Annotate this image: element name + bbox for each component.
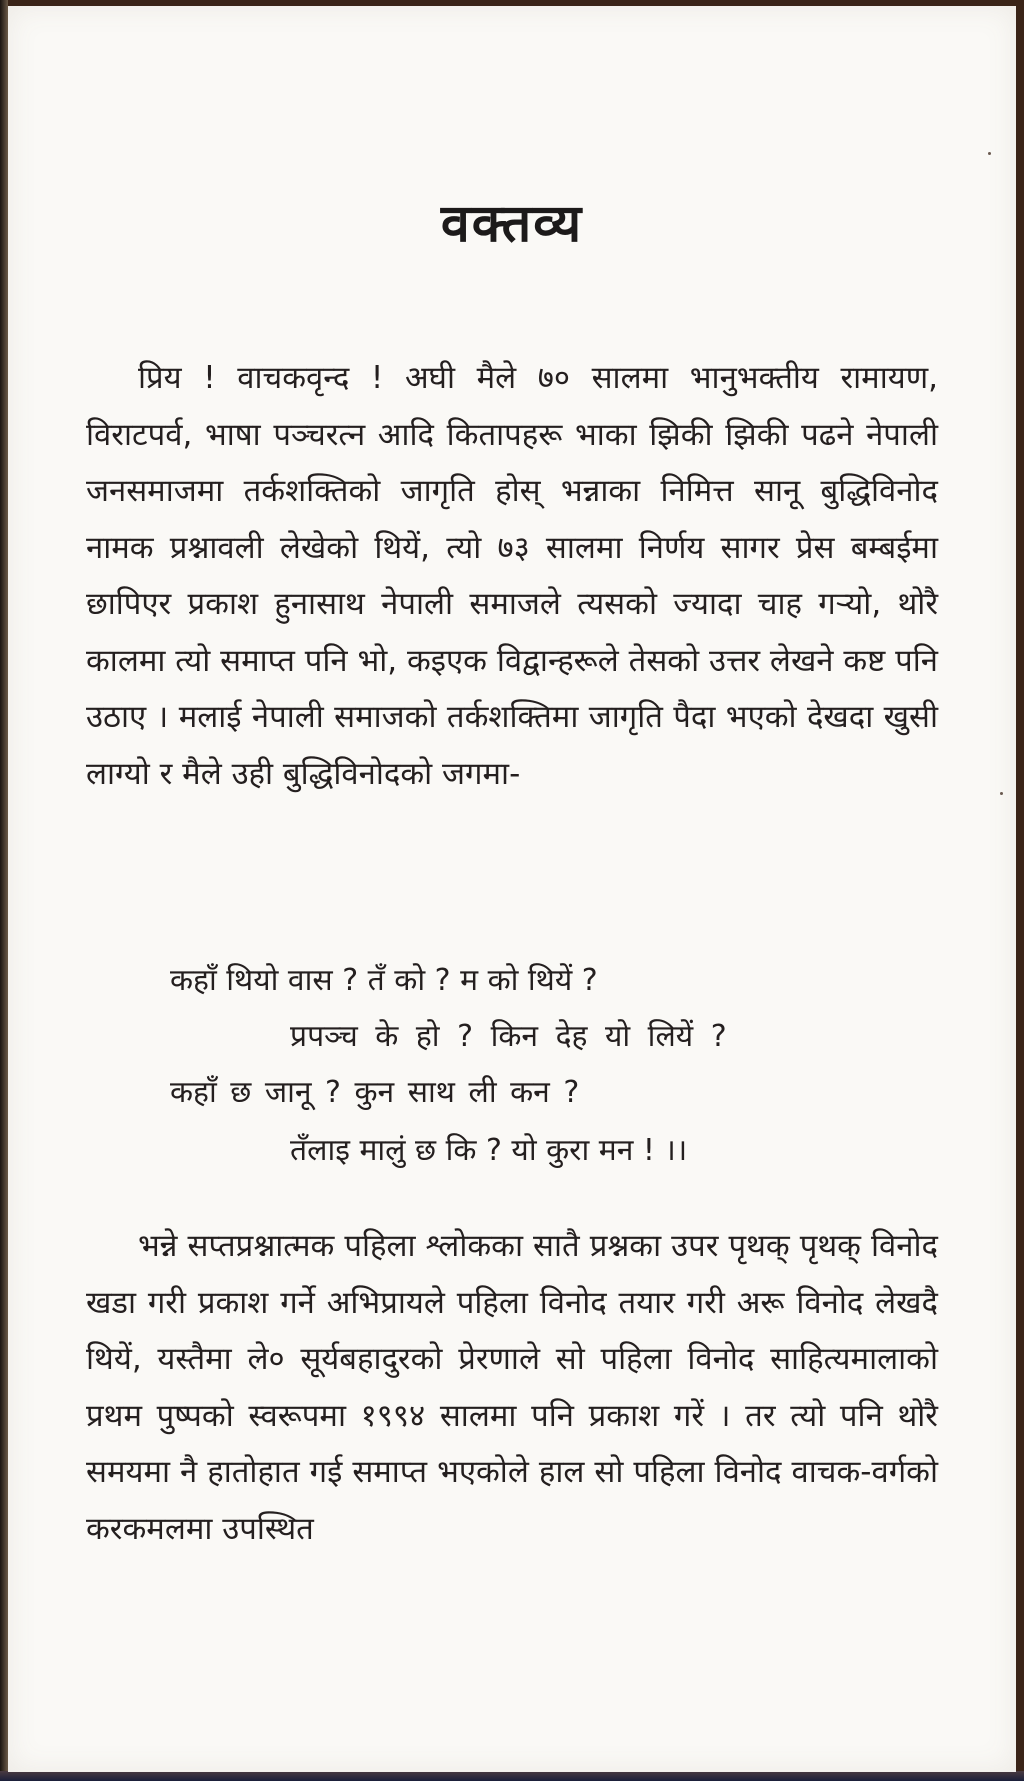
page-title: वक्तव्य bbox=[440, 194, 584, 254]
page-bottom-edge bbox=[0, 1771, 1024, 1781]
page-left-edge bbox=[0, 0, 8, 1781]
verse-line-1: कहाँ थियो वास ? तँ को ? म को थियें ? bbox=[170, 963, 598, 998]
paragraph-intro: प्रिय ! वाचकवृन्द ! अघी मैले ७० सालमा भानुभक्तीय रामायण, विराटपर्व, भाषा पञ्चरत्न आदि कितापहरू भाका झिकी झिकी पढने नेपाली जनसमाजमा तर्कशक्तिको जागृति होस् भन्नाका निमित्त सानू बुद्धिविनोद नामक प्रश्नावली लेखेको थियें, त्यो ७३ सालमा निर्णय सागर प्रेस बम्बईमा छापिएर प्रकाश हुनासाथ नेपाली समाजले त्यसको ज्यादा चाह गऱ्यो, थोरै कालमा त्यो समाप्त पनि भो, कइएक विद्वान्हरूले तेसको उत्तर लेखने कष्ट पनि उठाए । मलाई नेपाली समाजको तर्कशक्तिमा जागृति पैदा भएको देखदा खुसी लाग्यो र मैले उही बुद्धिविनोदको जगमा- bbox=[86, 360, 938, 792]
paper-speck bbox=[988, 152, 991, 155]
book-page bbox=[8, 6, 1016, 1772]
verse-line-4: तँलाइ मालुं छ कि ? यो कुरा मन ! ।। bbox=[290, 1133, 688, 1168]
paper-speck bbox=[1000, 792, 1003, 795]
paragraph-continuation: भन्ने सप्तप्रश्नात्मक पहिला श्लोकका सातै प्रश्नका उपर पृथक् पृथक् विनोद खडा गरी प्रकाश गर्ने अभिप्रायले पहिला विनोद तयार गरी अरू विनोद लेखदै थियें, यस्तैमा ले० सूर्यबहादुरको प्रेरणाले सो पहिला विनोद साहित्यमालाको प्रथम पुष्पको स्वरूपमा १९९४ सालमा पनि प्रकाश गरें । तर त्यो पनि थोरै समयमा नै हातोहात गई समाप्त भएकोले हाल सो पहिला विनोद वाचक-वर्गको करकमलमा उपस्थित bbox=[86, 1228, 938, 1547]
verse-line-3: कहाँ छ जानू ? कुन साथ ली कन ? bbox=[170, 1075, 580, 1110]
verse-line-2: प्रपञ्च के हो ? किन देह यो लियें ? bbox=[290, 1019, 727, 1054]
